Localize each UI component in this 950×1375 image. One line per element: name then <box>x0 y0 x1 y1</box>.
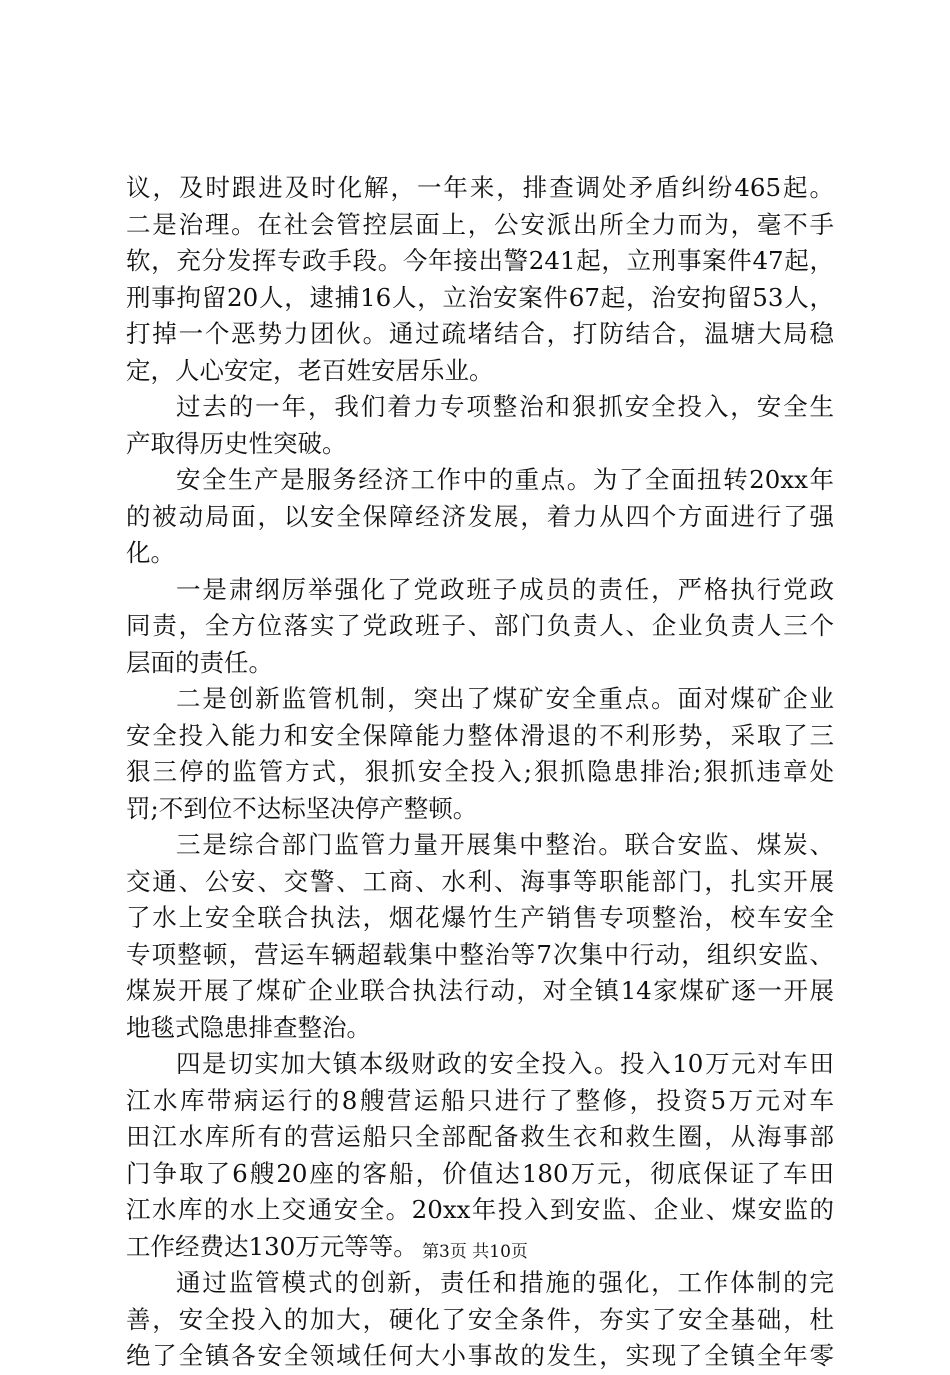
text-line: 门争取了6艘20座的客船，价值达180万元，彻底保证了车田 <box>126 1158 834 1188</box>
text-line: 江水库的水上交通安全。20xx年投入到安监、企业、煤安监的 <box>126 1195 834 1224</box>
text-line: 层面的责任。 <box>126 647 273 677</box>
text-line: 定，人心安定，老百姓安居乐业。 <box>126 355 494 385</box>
text-line: 的被动局面，以安全保障经济发展，着力从四个方面进行了强 <box>126 501 834 531</box>
text-line: 绝了全镇各安全领域任何大小事故的发生，实现了全镇全年零 <box>126 1341 834 1370</box>
text-line: 安全生产是服务经济工作中的重点。为了全面扭转20xx年 <box>176 465 834 494</box>
text-line: 二是治理。在社会管控层面上，公安派出所全力而为，毫不手 <box>126 209 834 239</box>
text-line: 议，及时跟进及时化解，一年来，排查调处矛盾纠纷465起。 <box>126 173 834 202</box>
text-line: 打掉一个恶势力团伙。通过疏堵结合，打防结合，温塘大局稳 <box>126 319 834 348</box>
text-line: 狠三停的监管方式，狠抓安全投入;狠抓隐患排治;狠抓违章处 <box>126 757 834 786</box>
text-line: 三是综合部门监管力量开展集中整治。联合安监、煤炭、 <box>176 830 834 859</box>
text-line: 地毯式隐患排查整治。 <box>126 1012 371 1042</box>
text-line: 化。 <box>126 538 175 567</box>
text-line: 田江水库所有的营运船只全部配备救生衣和救生圈，从海事部 <box>126 1122 834 1151</box>
text-line: 产取得历史性突破。 <box>126 428 347 458</box>
text-line: 专项整顿，营运车辆超载集中整治等7次集中行动，组织安监、 <box>126 939 834 969</box>
text-line: 工作经费达130万元等等。 <box>126 1231 418 1261</box>
text-line: 过去的一年，我们着力专项整治和狠抓安全投入，安全生 <box>176 392 834 421</box>
text-line: 了水上安全联合执法，烟花爆竹生产销售专项整治，校车安全 <box>126 903 834 932</box>
text-line: 安全投入能力和安全保障能力整体滑退的不利形势，采取了三 <box>126 720 834 750</box>
text-line: 江水库带病运行的8艘营运船只进行了整修，投资5万元对车 <box>126 1085 834 1115</box>
page-footer: 第3页 共10页 <box>422 1242 528 1262</box>
text-line: 交通、公安、交警、工商、水利、海事等职能部门，扎实开展 <box>126 866 834 896</box>
text-line: 刑事拘留20人，逮捕16人，立治安案件67起，治安拘留53人， <box>126 282 834 312</box>
text-line: 软，充分发挥专政手段。今年接出警241起，立刑事案件47起， <box>126 246 834 275</box>
body-text <box>126 170 834 1375</box>
text-line: 罚;不到位不达标坚决停产整顿。 <box>126 793 478 823</box>
text-line: 善，安全投入的加大，硬化了安全条件，夯实了安全基础，杜 <box>126 1304 834 1334</box>
text-line: 四是切实加大镇本级财政的安全投入。投入10万元对车田 <box>176 1049 834 1078</box>
text-line: 通过监管模式的创新，责任和措施的强化，工作体制的完 <box>176 1268 834 1297</box>
text-line: 煤炭开展了煤矿企业联合执法行动，对全镇14家煤矿逐一开展 <box>126 976 834 1005</box>
text-line: 同责，全方位落实了党政班子、部门负责人、企业负责人三个 <box>126 611 834 640</box>
text-line: 一是肃纲厉举强化了党政班子成员的责任，严格执行党政 <box>176 574 834 604</box>
text-line: 二是创新监管机制，突出了煤矿安全重点。面对煤矿企业 <box>176 684 834 713</box>
